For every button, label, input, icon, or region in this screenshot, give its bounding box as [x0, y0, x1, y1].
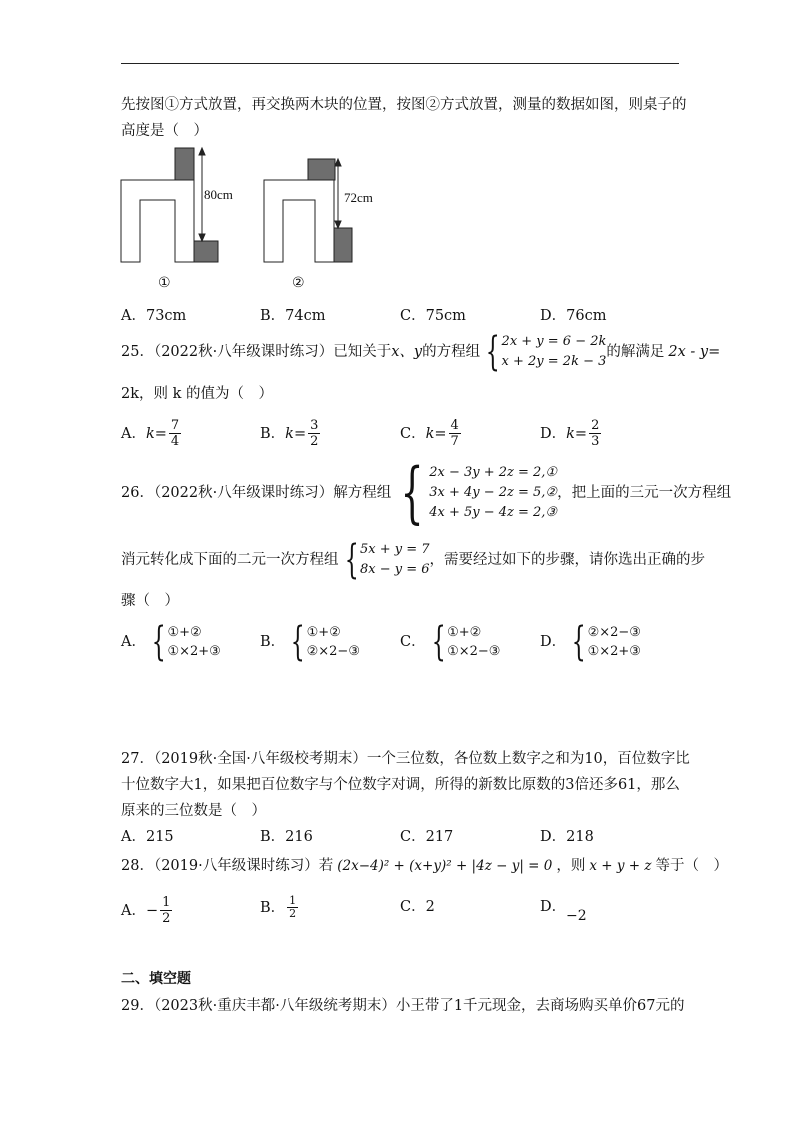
- q26-brace2: {: [344, 537, 359, 583]
- numerator: 1: [289, 894, 297, 907]
- figure-1: [121, 148, 218, 262]
- numerator: 4: [450, 418, 459, 433]
- q24-option-b: B．74cm: [260, 308, 326, 324]
- q25-option-c: [400, 418, 463, 449]
- fraction: [449, 418, 461, 449]
- q24-option-d: D．76cm: [540, 308, 607, 324]
- option-line2: ①×2+③: [167, 644, 221, 659]
- option-brace: {: [431, 619, 446, 665]
- q28-option-b: [260, 895, 300, 920]
- option-letter: B．: [260, 425, 286, 442]
- q28-option-d-letter: D．: [540, 899, 567, 915]
- q26-line3: 骤（ ）: [121, 593, 179, 609]
- q25-vars: x、y: [391, 344, 423, 360]
- q28-option-d-value: −2: [566, 908, 587, 924]
- q26-option-a: [121, 619, 221, 665]
- q28-suffix: 等于（ ）: [655, 858, 729, 874]
- q26-eq1: 2x − 3y + 2z = 2,①: [429, 465, 558, 480]
- q25-suffix: 的解满足: [606, 344, 665, 360]
- option-letter: D．: [540, 634, 567, 650]
- numerator: 2: [591, 418, 600, 433]
- fig2-measure: 72cm: [344, 190, 373, 205]
- q27-option-d: D．218: [540, 829, 594, 845]
- minus-sign: −: [145, 902, 159, 919]
- q27-line2: 十位数字大1，如果把百位数字与个位数字对调，所得的新数比原数的3倍还多61，那么: [121, 777, 680, 793]
- q28-prefix: 28．（2019·八年级课时练习）若: [121, 858, 334, 874]
- q25-option-a: [121, 418, 183, 449]
- option-var: k=: [285, 425, 307, 442]
- q26-eq2: 3x + 4y − 2z = 5,②: [429, 485, 558, 500]
- q28-option-c: C．2: [400, 899, 435, 915]
- numerator: 3: [310, 418, 319, 433]
- denominator: 3: [591, 434, 600, 449]
- q26-system: [391, 454, 558, 531]
- option-letter: A．: [121, 902, 146, 919]
- q28-target: x + y + z: [589, 858, 652, 874]
- q26-option-b: [260, 619, 360, 665]
- fraction: [589, 418, 601, 449]
- q25-cond: 2x - y=: [668, 344, 721, 360]
- section-title: 二、填空题: [121, 971, 191, 987]
- q24-option-c: C．75cm: [400, 308, 466, 324]
- fraction: [287, 895, 298, 920]
- option-letter: A．: [121, 425, 146, 442]
- numerator: 1: [162, 895, 171, 910]
- option-var: k=: [425, 425, 447, 442]
- option-letter: D．: [540, 425, 567, 442]
- q26-line1: [121, 454, 732, 531]
- q25-line1: [121, 329, 721, 375]
- fig1-measure: 80cm: [204, 187, 233, 202]
- q24-option-a: A．73cm: [121, 308, 187, 324]
- option-letter: B．: [260, 634, 286, 650]
- q28-expr: (2x−4)² + (x+y)² + |4z − y| = 0: [337, 858, 553, 874]
- denominator: 4: [170, 434, 180, 449]
- numerator: 7: [170, 418, 180, 433]
- option-line1: ①+②: [306, 625, 341, 640]
- q27-option-a: A．215: [121, 829, 174, 845]
- q26-option-c: [400, 619, 501, 665]
- q25-line2: 2k，则 k 的值为（ ）: [121, 386, 274, 402]
- fraction: [308, 418, 320, 449]
- q26-line2-prefix: 消元转化成下面的二元一次方程组: [121, 552, 339, 568]
- option-letter: C．: [400, 425, 426, 442]
- option-line2: ②×2−③: [306, 644, 360, 659]
- fraction: [160, 895, 172, 926]
- option-brace: {: [290, 619, 305, 665]
- q26-sys2-eq2: 8x − y = 6: [359, 562, 430, 577]
- table-blocks-figure: [118, 142, 398, 302]
- fig2-caption: ②: [292, 275, 305, 291]
- q27-option-c: C．217: [400, 829, 454, 845]
- q28-line1: [121, 856, 728, 876]
- denominator: 2: [162, 911, 171, 926]
- denominator: 7: [450, 434, 459, 449]
- header-rule: [121, 63, 679, 64]
- denominator: 2: [289, 907, 297, 920]
- option-line1: ②×2−③: [587, 625, 641, 640]
- q26-option-d: [540, 619, 641, 665]
- q26-eq3: 4x + 5y − 4z = 2,③: [429, 505, 558, 520]
- q26-sys2-eq1: 5x + y = 7: [359, 542, 430, 557]
- q27-line3: 原来的三位数是（ ）: [121, 803, 266, 819]
- fig1-caption: ①: [158, 275, 171, 291]
- q25-system: [480, 329, 607, 375]
- q26-line2-suffix: ，需要经过如下的步骤，请你选出正确的步: [429, 552, 705, 568]
- q27-line1: 27．（2019秋·全国·八年级校考期末）一个三位数，各位数上数字之和为10，百位数字比: [121, 751, 690, 767]
- q26-prefix: 26．（2022秋·八年级课时练习）解方程组: [121, 485, 392, 501]
- option-line1: ①+②: [447, 625, 482, 640]
- option-letter: B．: [260, 899, 286, 916]
- q25-eq2: x + 2y = 2k − 3: [501, 354, 607, 369]
- q26-suffix: ，把上面的三元一次方程组: [557, 485, 732, 501]
- fraction: [169, 418, 181, 449]
- option-line2: ①×2−③: [447, 644, 501, 659]
- figure-2: [264, 159, 352, 262]
- q25-option-d: [540, 418, 603, 449]
- q24-text-line1: 先按图①方式放置，再交换两木块的位置，按图②方式放置，测量的数据如图，则桌子的: [121, 97, 687, 113]
- option-var: k=: [566, 425, 588, 442]
- denominator: 2: [310, 434, 319, 449]
- q26-system2: [339, 537, 430, 583]
- q28-mid: ，则: [556, 858, 586, 874]
- q25-option-b: [260, 418, 322, 449]
- option-letter: C．: [400, 634, 426, 650]
- q25-eq1: 2x + y = 6 − 2k: [501, 334, 607, 349]
- q28-option-a: [121, 895, 174, 926]
- q25-brace: {: [485, 329, 500, 375]
- q26-line2: [121, 537, 705, 583]
- q27-option-b: B．216: [260, 829, 313, 845]
- option-brace: {: [571, 619, 586, 665]
- option-var: k=: [145, 425, 167, 442]
- option-line1: ①+②: [167, 625, 202, 640]
- q24-text-line2: 高度是（ ）: [121, 123, 208, 139]
- option-letter: A．: [121, 634, 146, 650]
- option-line2: ①×2+③: [587, 644, 641, 659]
- q29-line1: 29．（2023秋·重庆丰都·八年级统考期末）小王带了1千元现金，去商场购买单价67元的: [121, 998, 685, 1014]
- q25-prefix: 25．（2022秋·八年级课时练习）已知关于: [121, 344, 392, 360]
- q25-mid: 的方程组: [422, 344, 481, 360]
- option-brace: {: [151, 619, 166, 665]
- q26-brace: {: [400, 454, 424, 531]
